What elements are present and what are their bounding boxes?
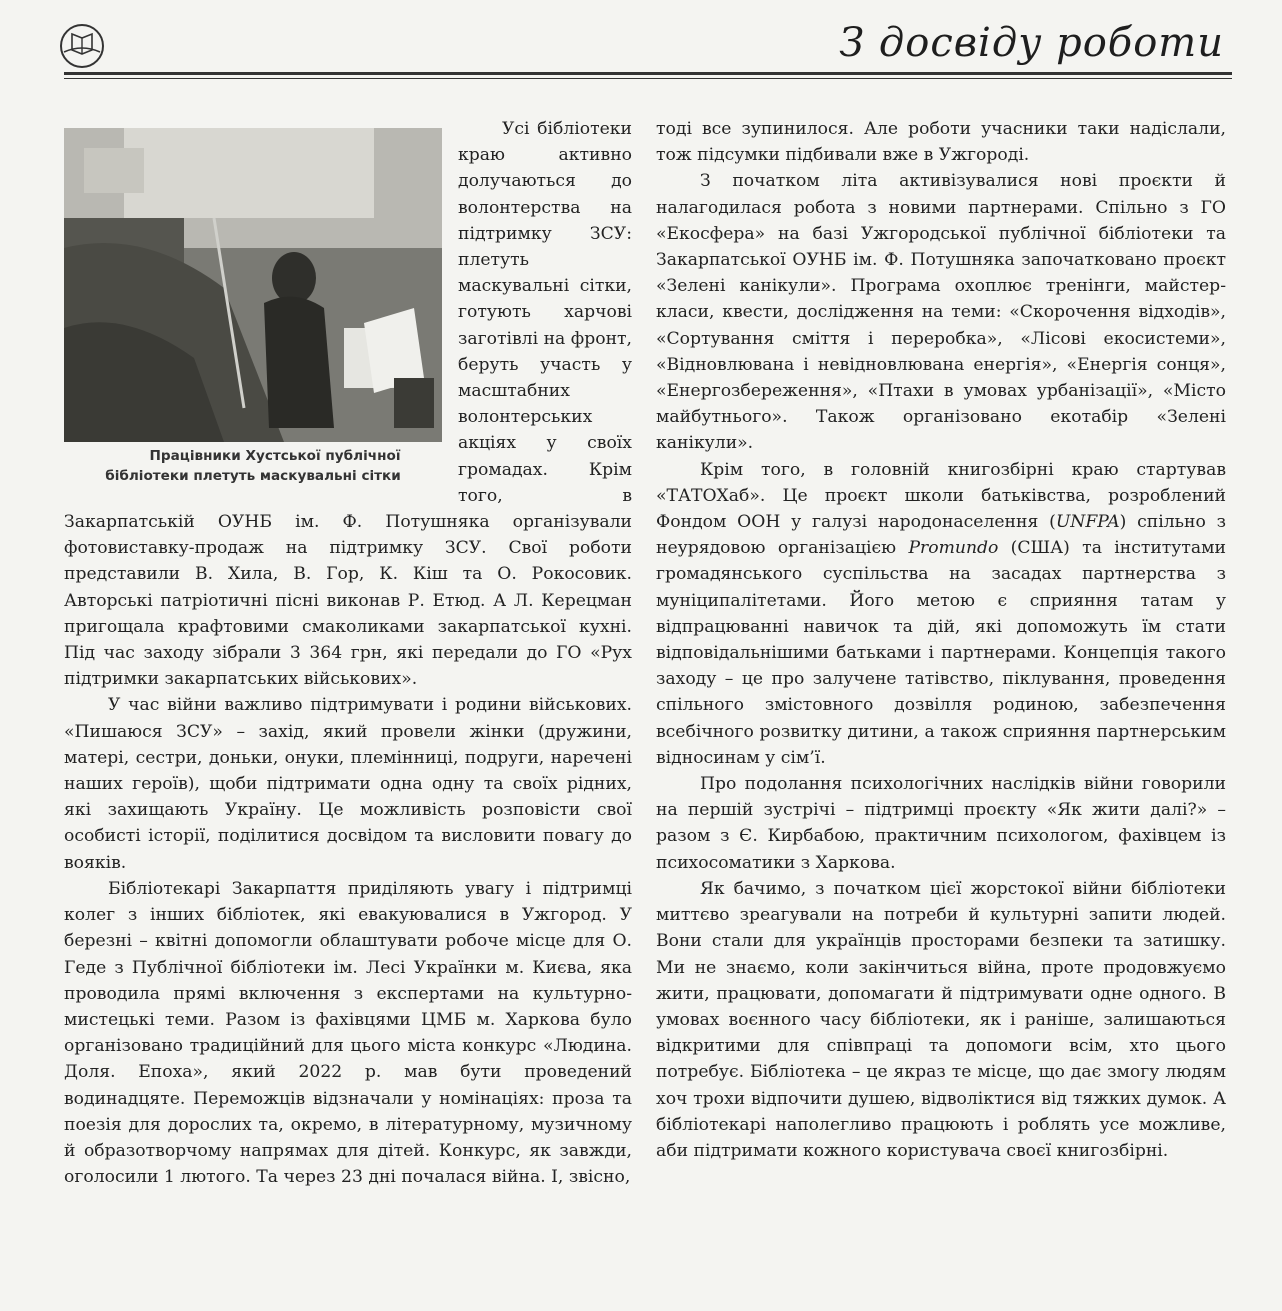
paragraph-colleagues: Бібліотекарі Закарпаття приділяють увагу і підтримці колег з інших бібліотек, які евакуювалися в Ужгород. У березні – квітні допомогли облаштувати робоче місце для О. Геде з Публічної бібліотеки ім. Лесі Українки м. Києва, яка проводила прямі включення з експертами на культурно-мистецькі теми. Разом із фахівцями ЦМБ м. Харкова було організовано традиційний для цього міста конкурс «Людина. Доля. Епоха», який 2022 р. мав бути проведений водинадцяте. Переможців відзначали у номінаціях: проза та поезія для дорослих та, окремо, в літературному, музичному й образотворчому напрямах для дітей. Конкурс, як завжди, оголосили 1 лютого. Та через 23 дні почалася війна. І, звісно, [64,878,632,1188]
left-column [64,116,632,1190]
paragraph-tatohub [656,457,1226,771]
caption-line-1: Працівники Хустської публічної [149,448,401,464]
promundo-text: Promundo [908,538,999,559]
unfpa-text: UNFPA [1055,512,1120,533]
page-header [0,0,1282,100]
book-globe-logo-icon [58,22,106,70]
section-title: З досвіду роботи [839,20,1224,66]
paragraph-psychology: Про подолання психологічних наслідків війни говорили на першій зустрічі – підтримці проєкту «Як жити далі?» – разом з Є. Кирбабою, практичним психологом, фахівцем із психосоматики з Харкова. [656,774,1226,873]
paragraph-families: У час війни важливо підтримувати і родини військових. «Пишаюся ЗСУ» – захід, який провели жінки (дружини, матері, сестри, доньки, онуки, племінниці, подруги, наречені наших героїв), щоби підтримати одна одну та своїх рідних, які захищають Україну. Це можливість розповісти свої особисті історії, поділитися досвідом та висловити повагу до вояків. [64,695,632,873]
photo-figure [64,128,442,486]
caption-line-2: бібліотеки плетуть маскувальні сітки [105,468,401,484]
tatohub-text-b: ) спільно з неурядовою організацією [656,512,1226,559]
paragraph-text: Усі бібліотеки краю активно долучаються до волонтерства на підтримку ЗСУ: плетуть маскувальні сітки, готують харчові заготівлі на фронт, беруть участь у масштабних волонтерських акціях у своїх громадах. Крім того, в Закарпатській ОУНБ ім. Ф. Потушняка організували фотовиставку-продаж на підтримку ЗСУ. Свої роботи представили В. Хила, В. Гор, К. Кіш та О. Рокосовик. Авторські патріотичні пісні виконав Р. Етюд. А Л. Керецман пригощала крафтовими смаколиками закарпатської кухні. Під час заходу зібрали 3 364 грн, які передали до ГО «Рух підтримки закарпатських військових». [64,119,632,690]
tatohub-text-a: Крім того, в головній книгозбірні краю стартував «ТАТОХаб». Це проєкт школи батьківства, розроблений Фондом ООН у галузі народонаселення ( [656,459,1226,533]
paragraph-conclusion: Як бачимо, з початком цієї жорстокої війни бібліотеки миттєво зреагували на потреби й культурні запити людей. Вони стали для українців просторами безпеки та затишку. Ми не знаємо, коли закінчиться війна, проте продовжуємо жити, працювати, допомагати й підтримувати одне одного. В умовах воєнного часу бібліотеки, як і раніше, залишаються відкритими для співпраці та допомоги всім, хто цього потребує. Бібліотека – це якраз те місце, що дає змогу людям хоч трохи відпочити душею, відволіктися від тяжких думок. А бібліотекарі наполегливо працюють і роблять усе можливе, аби підтримати кожного користувача своєї книгозбірні. [656,878,1226,1161]
photo-volunteers-weaving-nets [64,128,442,442]
tatohub-text-c: (США) та інститутами громадянського суспільства на засадах партнерства з муніципалітетами. Його метою є сприяння татам у відпрацюванні навичок та дій, які допоможуть їм стати відповідальнішими батьками і партнерами. Концепція такого заходу – це про залучене татівство, піклування, проведення спільного змістовного дозвілля родиною, забезпечення всебічного розвитку дитини, а також сприяння партнерським відносинам у сім’ї. [656,538,1226,768]
paragraph-green-holidays: З початком літа активізувалися нові проєкти й налагодилася робота з новими партнерами. Спільно з ГО «Екосфера» на базі Ужгородської публічної бібліотеки та Закарпатської ОУНБ ім. Ф. Потушняка започатковано проєкт «Зелені канікули». Програма охоплює тренінги, майстер-класи, квести, дослідження на теми: «Скорочення відходів», «Сортування сміття і переробка», «Лісові екосистеми», «Відновлювана і невідновлювана енергія», «Енергія сонця», «Енергозбереження», «Птахи в умовах урбанізації», «Місто майбутнього». Також організовано екотабір «Зелені канікули». [656,171,1226,454]
right-column [656,116,1226,1164]
paragraph-continuation: тоді все зупинилося. Але роботи учасники таки надіслали, тож підсумки підбивали вже в Ужгороді. [656,119,1226,166]
paragraph-volunteering [64,116,632,692]
header-rule-thin [64,78,1232,79]
header-rule [64,72,1232,75]
photo-caption [64,446,442,486]
